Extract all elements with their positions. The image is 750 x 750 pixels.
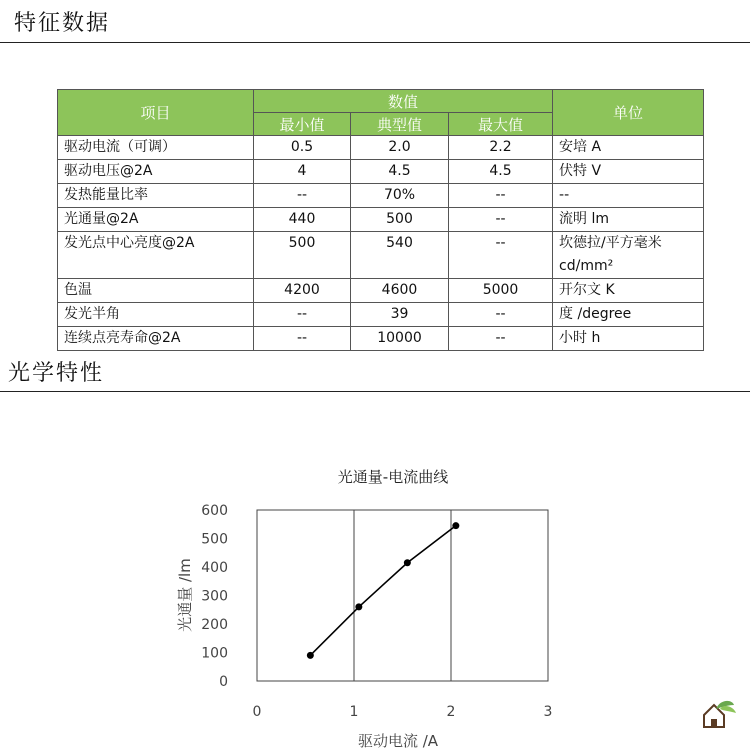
cell-max: 4.5 xyxy=(449,160,553,184)
cell-typ: 500 xyxy=(351,208,449,232)
series-line xyxy=(310,526,456,656)
unit-line-1: 坎德拉/平方毫米 xyxy=(559,235,662,251)
cell-unit: 伏特 V xyxy=(553,160,704,184)
x-axis-ticks xyxy=(253,704,553,720)
cell-item: 光通量@2A xyxy=(58,208,254,232)
y-axis-label: 光通量 /lm xyxy=(176,558,194,632)
unit-line-2: cd/mm² xyxy=(559,258,614,274)
cell-typ: 540 xyxy=(351,232,449,279)
cell-item: 发光半角 xyxy=(58,303,254,327)
cell-max: 2.2 xyxy=(449,136,553,160)
y-tick-label: 500 xyxy=(201,531,228,548)
cell-typ: 39 xyxy=(351,303,449,327)
cell-item: 发光点中心亮度@2A xyxy=(58,232,254,279)
x-tick-label: 1 xyxy=(349,704,359,720)
cell-min: 500 xyxy=(254,232,351,279)
cell-item: 驱动电压@2A xyxy=(58,160,254,184)
cell-typ: 4600 xyxy=(351,279,449,303)
cell-min: 440 xyxy=(254,208,351,232)
cell-typ: 2.0 xyxy=(351,136,449,160)
cell-unit: 度 /degree xyxy=(553,303,704,327)
cell-unit: 流明 lm xyxy=(553,208,704,232)
cell-min: -- xyxy=(254,303,351,327)
cell-min: -- xyxy=(254,327,351,351)
cell-unit: 开尔文 K xyxy=(553,279,704,303)
y-tick-label: 100 xyxy=(201,645,228,662)
header-values-group: 数值 xyxy=(254,90,553,113)
y-tick-label: 200 xyxy=(201,617,228,633)
data-point xyxy=(452,522,459,529)
house-leaf-icon xyxy=(690,695,746,745)
cell-item: 发热能量比率 xyxy=(58,184,254,208)
y-axis-ticks xyxy=(201,503,228,690)
cell-min: 4200 xyxy=(254,279,351,303)
data-series xyxy=(307,522,460,659)
cell-typ: 10000 xyxy=(351,327,449,351)
cell-typ: 70% xyxy=(351,184,449,208)
section-title-optics: 光学特性 xyxy=(8,361,105,386)
plot-area xyxy=(257,510,548,681)
cell-min: 4 xyxy=(254,160,351,184)
cell-max: -- xyxy=(449,232,553,279)
cell-item: 色温 xyxy=(58,279,254,303)
cell-min: -- xyxy=(254,184,351,208)
x-tick-label: 2 xyxy=(446,704,456,720)
y-tick-label: 0 xyxy=(219,674,228,690)
data-point xyxy=(355,603,362,610)
cell-item: 连续点亮寿命@2A xyxy=(58,327,254,351)
cell-max: -- xyxy=(449,327,553,351)
cell-unit: 安培 A xyxy=(553,136,704,160)
y-tick-label: 400 xyxy=(201,560,228,576)
cell-typ: 4.5 xyxy=(351,160,449,184)
header-unit: 单位 xyxy=(553,90,704,136)
cell-item: 驱动电流（可调） xyxy=(58,136,254,160)
cell-max: 5000 xyxy=(449,279,553,303)
cell-unit: 小时 h xyxy=(553,327,704,351)
brand-logo xyxy=(690,695,746,745)
header-item: 项目 xyxy=(58,90,254,136)
header-min: 最小值 xyxy=(254,113,351,136)
chart-title: 光通量-电流曲线 xyxy=(337,468,449,486)
cell-unit: -- xyxy=(553,184,704,208)
x-tick-label: 0 xyxy=(252,704,262,720)
gridlines xyxy=(354,510,451,681)
cell-min: 0.5 xyxy=(254,136,351,160)
data-point xyxy=(404,559,411,566)
cell-max: -- xyxy=(449,184,553,208)
x-tick-label: 3 xyxy=(543,704,553,720)
y-tick-label: 300 xyxy=(201,588,228,605)
cell-max: -- xyxy=(449,303,553,327)
header-typ: 典型值 xyxy=(351,113,449,136)
section-title-specs: 特征数据 xyxy=(14,11,111,36)
cell-max: -- xyxy=(449,208,553,232)
y-tick-label: 600 xyxy=(201,503,228,519)
data-point xyxy=(307,652,314,659)
x-axis-label: 驱动电流 /A xyxy=(357,732,439,750)
header-max: 最大值 xyxy=(449,113,553,136)
